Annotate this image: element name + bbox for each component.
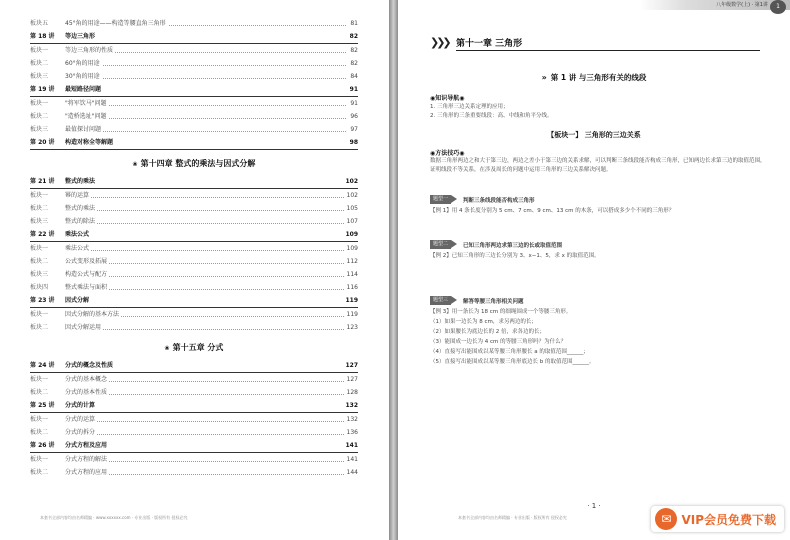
- toc-title: 分式的运算: [65, 416, 96, 423]
- toc-title: 构造对称全等解题: [65, 139, 114, 146]
- toc-title: 分式方程及应用: [65, 442, 108, 449]
- toc-label: 板块一: [30, 97, 65, 110]
- toc-label: 板块三: [30, 215, 65, 228]
- toc-title: 分式的概念及性质: [65, 362, 114, 369]
- toc-section-row[interactable]: [30, 453, 358, 466]
- flower-ornament-icon: ❀: [132, 161, 138, 168]
- toc-page-number: 116: [345, 281, 358, 294]
- toc-section-row[interactable]: [30, 17, 358, 30]
- toc-section-row[interactable]: [30, 386, 358, 399]
- toc-page-number: 123: [345, 321, 358, 334]
- toc-page-number: 114: [345, 268, 358, 281]
- toc-label: 第 18 讲: [30, 30, 65, 43]
- toc-section-row[interactable]: [30, 70, 358, 83]
- toc-page-number: 132: [343, 399, 358, 412]
- toc-section-row[interactable]: [30, 321, 358, 334]
- toc-title: 最值探讨问题: [65, 126, 102, 133]
- toc-label: 板块一: [30, 373, 65, 386]
- toc-title: 分式的基本概念: [65, 376, 108, 383]
- toc-section-row[interactable]: [30, 308, 358, 321]
- toc-lecture-row[interactable]: [30, 136, 358, 150]
- vip-download-button[interactable]: [651, 506, 784, 532]
- toc-title: 因式分解的基本方法: [65, 311, 120, 318]
- toc-section-row[interactable]: [30, 281, 358, 294]
- toc-title: 30°角的用途: [65, 73, 100, 80]
- toc-page-number: 98: [348, 136, 358, 149]
- toc-page-number: 107: [345, 215, 358, 228]
- toc-label: 第 25 讲: [30, 399, 65, 412]
- toc-page-number: 102: [345, 189, 358, 202]
- toc-label: 板块一: [30, 453, 65, 466]
- chapter-rule: [456, 50, 760, 51]
- knowledge-line-2: 2. 三角形的三条重要线段：高、中线和角平分线。: [430, 113, 553, 119]
- toc-section-row[interactable]: [30, 242, 358, 255]
- question-type-1-heading: 判断三条线段能否构成三角形: [463, 198, 535, 204]
- toc-page-number: 144: [345, 466, 358, 479]
- toc-label: 板块二: [30, 321, 65, 334]
- toc-title: "造桥选址"问题: [65, 113, 107, 120]
- example-1: 【例 1】用 4 条长度分别为 5 cm、7 cm、9 cm、13 cm 的木条，可以搭成多少个不同的三角形？: [430, 208, 675, 214]
- toc-page-number: 132: [345, 413, 358, 426]
- toc-label: 板块一: [30, 189, 65, 202]
- toc-section-row[interactable]: [30, 202, 358, 215]
- toc-page-number: 141: [345, 453, 358, 466]
- toc-title: 分式的基本性质: [65, 389, 108, 396]
- toc-section-row[interactable]: [30, 255, 358, 268]
- toc-section-row[interactable]: [30, 215, 358, 228]
- toc-label: 板块五: [30, 17, 65, 30]
- toc-label: 第 26 讲: [30, 439, 65, 452]
- toc-section-row[interactable]: [30, 123, 358, 136]
- toc-page-number: 141: [343, 439, 358, 452]
- toc-label: 第 22 讲: [30, 228, 65, 241]
- toc-title: 分式的拆分: [65, 429, 96, 436]
- toc-label: 第 19 讲: [30, 83, 65, 96]
- toc-page-number: 97: [348, 123, 358, 136]
- toc-label: 板块四: [30, 281, 65, 294]
- toc-lecture-row[interactable]: [30, 83, 358, 97]
- page-badge: 1: [770, 0, 786, 14]
- toc-page-number: 82: [348, 30, 358, 43]
- toc-label: 板块二: [30, 110, 65, 123]
- toc-section-row[interactable]: [30, 97, 358, 110]
- toc-title: 45°角的用途——构造等腰直角三角形: [65, 20, 166, 27]
- toc-lecture-row[interactable]: [30, 439, 358, 453]
- question-type-tag-3: 题型三: [430, 296, 451, 305]
- toc-title: 构造公式与配方: [65, 271, 108, 278]
- toc-section-row[interactable]: [30, 268, 358, 281]
- question-type-3-heading: 解答等腰三角形相关问题: [463, 299, 524, 305]
- toc-page-number: 91: [348, 97, 358, 110]
- toc-title: 幂的运算: [65, 192, 90, 199]
- toc-label: 第 21 讲: [30, 175, 65, 188]
- swirl-ornament-icon: ❯❯❯: [430, 36, 449, 49]
- example-2: 【例 2】已知三角形的三边长分别为 3、x−1、5，求 x 的取值范围。: [430, 253, 600, 259]
- toc-page-number: 91: [348, 83, 358, 96]
- toc-section-row[interactable]: [30, 466, 358, 479]
- toc-page-number: 136: [345, 426, 358, 439]
- toc-page-number: 105: [345, 202, 358, 215]
- question-type-tag-2: 题型二: [430, 240, 451, 249]
- toc-title: 整式的乘法: [65, 205, 96, 212]
- toc-section-row[interactable]: [30, 110, 358, 123]
- toc-page-number: 127: [343, 359, 358, 372]
- right-page-footer: 本套书全部内容均由名师精编 · 专业出版 · 版权所有 侵权必究: [458, 515, 567, 520]
- toc-label: 板块一: [30, 44, 65, 57]
- table-of-contents: [30, 17, 358, 479]
- toc-label: 板块一: [30, 242, 65, 255]
- question-type-tag-1: 题型一: [430, 195, 451, 204]
- toc-section-row[interactable]: [30, 57, 358, 70]
- lesson-title: » 第 1 讲 与三角形有关的线段: [541, 73, 647, 82]
- example-3-line: （4）直接写出能围成以某等腰三角形腰长 a 的取值范围______；: [430, 349, 589, 355]
- toc-section-row[interactable]: [30, 373, 358, 386]
- right-page: [398, 0, 790, 540]
- toc-page-number: 112: [345, 255, 358, 268]
- toc-page-number: 119: [345, 308, 358, 321]
- toc-title: 乘法公式: [65, 231, 90, 238]
- toc-chapter-heading: ❀ 第十四章 整式的乘法与因式分解: [132, 159, 256, 168]
- toc-label: 第 23 讲: [30, 294, 65, 307]
- toc-title: "将军饮马"问题: [65, 100, 107, 107]
- example-3-line: （3）能围成一边长为 4 cm 的等腰三角形吗？为什么？: [430, 339, 567, 345]
- toc-title: 公式变形及拓展: [65, 258, 108, 265]
- toc-lecture-row[interactable]: [30, 30, 358, 44]
- toc-title: 最短路径问题: [65, 86, 102, 93]
- toc-label: 板块三: [30, 70, 65, 83]
- toc-lecture-row[interactable]: [30, 294, 358, 308]
- toc-label: 板块二: [30, 386, 65, 399]
- toc-title: 分式方程的应用: [65, 469, 108, 476]
- example-3-line: （1）如果一边长为 8 cm，求另两边的长；: [430, 319, 537, 325]
- toc-label: 板块二: [30, 426, 65, 439]
- double-arrow-icon: »: [541, 73, 547, 82]
- page-number: · 1 ·: [587, 502, 601, 510]
- toc-page-number: 82: [348, 44, 358, 57]
- toc-title: 整式的乘法: [65, 178, 96, 185]
- toc-title: 整式的除法: [65, 218, 96, 225]
- toc-title: 因式分解运用: [65, 324, 102, 331]
- knowledge-heading: ◉知识导航◉: [430, 95, 465, 102]
- toc-page-number: 109: [345, 242, 358, 255]
- toc-label: 板块二: [30, 57, 65, 70]
- chat-bubble-icon: ✉: [655, 508, 677, 530]
- knowledge-line-1: 1. 三角形三边关系定理的应用；: [430, 104, 509, 110]
- toc-title: 分式的计算: [65, 402, 96, 409]
- toc-page-number: 81: [348, 17, 358, 30]
- vip-download-label: VIP会员免费下载: [681, 512, 776, 527]
- toc-title: 等边三角形: [65, 33, 96, 40]
- toc-section-row[interactable]: [30, 413, 358, 426]
- example-3-line: （2）如果腰长为底边长的 2 倍，求各边的长；: [430, 329, 545, 335]
- chapter-title: 第十一章 三角形: [456, 39, 523, 49]
- toc-title: 乘法公式: [65, 245, 90, 252]
- toc-lecture-row[interactable]: [30, 175, 358, 189]
- toc-lecture-row[interactable]: [30, 359, 358, 373]
- toc-label: 板块一: [30, 308, 65, 321]
- running-header: 八年级数学(上) · 第1讲: [640, 0, 790, 10]
- left-page-footer: 本套书全部内容均由名师精编 · www.xxxxxx.com · 专业出版 · 版权所有 侵权必究: [40, 515, 188, 520]
- toc-title: 等边三角形的性质: [65, 47, 114, 54]
- book-gutter: [389, 0, 398, 540]
- toc-section-row[interactable]: [30, 189, 358, 202]
- method-heading: ◉方法技巧◉: [430, 150, 465, 157]
- toc-label: 板块二: [30, 255, 65, 268]
- toc-title: 因式分解: [65, 297, 90, 304]
- toc-label: 第 24 讲: [30, 359, 65, 372]
- toc-label: 第 20 讲: [30, 136, 65, 149]
- toc-title: 60°角的用途: [65, 60, 100, 67]
- toc-page-number: 119: [343, 294, 358, 307]
- toc-title: 整式乘法与面积: [65, 284, 108, 291]
- toc-page-number: 102: [343, 175, 358, 188]
- toc-page-number: 84: [348, 70, 358, 83]
- toc-label: 板块二: [30, 466, 65, 479]
- toc-page-number: 128: [345, 386, 358, 399]
- toc-label: 板块三: [30, 268, 65, 281]
- method-text: 数据三角形两边之和大于第三边，两边之差小于第三边的关系求解，可以判断三条线段能否构成三角形，已知两边长求第三边的取值范围，证明线段不等关系，在涉及周长的问题中运用三角形的三边关系解决问题。: [430, 158, 766, 173]
- module-title: 【板块一】 三角形的三边关系: [547, 131, 641, 139]
- example-3-line: 【例 3】用一条长为 18 cm 的细绳围成一个等腰三角形。: [430, 309, 572, 315]
- flower-ornament-icon: ❀: [164, 345, 170, 352]
- toc-page-number: 96: [348, 110, 358, 123]
- toc-chapter-heading: ❀ 第十五章 分式: [164, 343, 224, 352]
- toc-section-row[interactable]: [30, 44, 358, 57]
- toc-title: 分式方程的解法: [65, 456, 108, 463]
- chapter-header: [430, 34, 760, 54]
- toc-page-number: 82: [348, 57, 358, 70]
- question-type-2-heading: 已知三角形两边求第三边的长或取值范围: [463, 243, 563, 249]
- toc-page-number: 109: [343, 228, 358, 241]
- left-page: [0, 0, 389, 540]
- toc-section-row[interactable]: [30, 426, 358, 439]
- toc-label: 板块三: [30, 123, 65, 136]
- toc-lecture-row[interactable]: [30, 228, 358, 242]
- example-3-line: （5）直接写出能围成以某等腰三角形底边长 b 的取值范围______。: [430, 359, 595, 365]
- toc-page-number: 127: [345, 373, 358, 386]
- toc-label: 板块一: [30, 413, 65, 426]
- toc-lecture-row[interactable]: [30, 399, 358, 413]
- toc-label: 板块二: [30, 202, 65, 215]
